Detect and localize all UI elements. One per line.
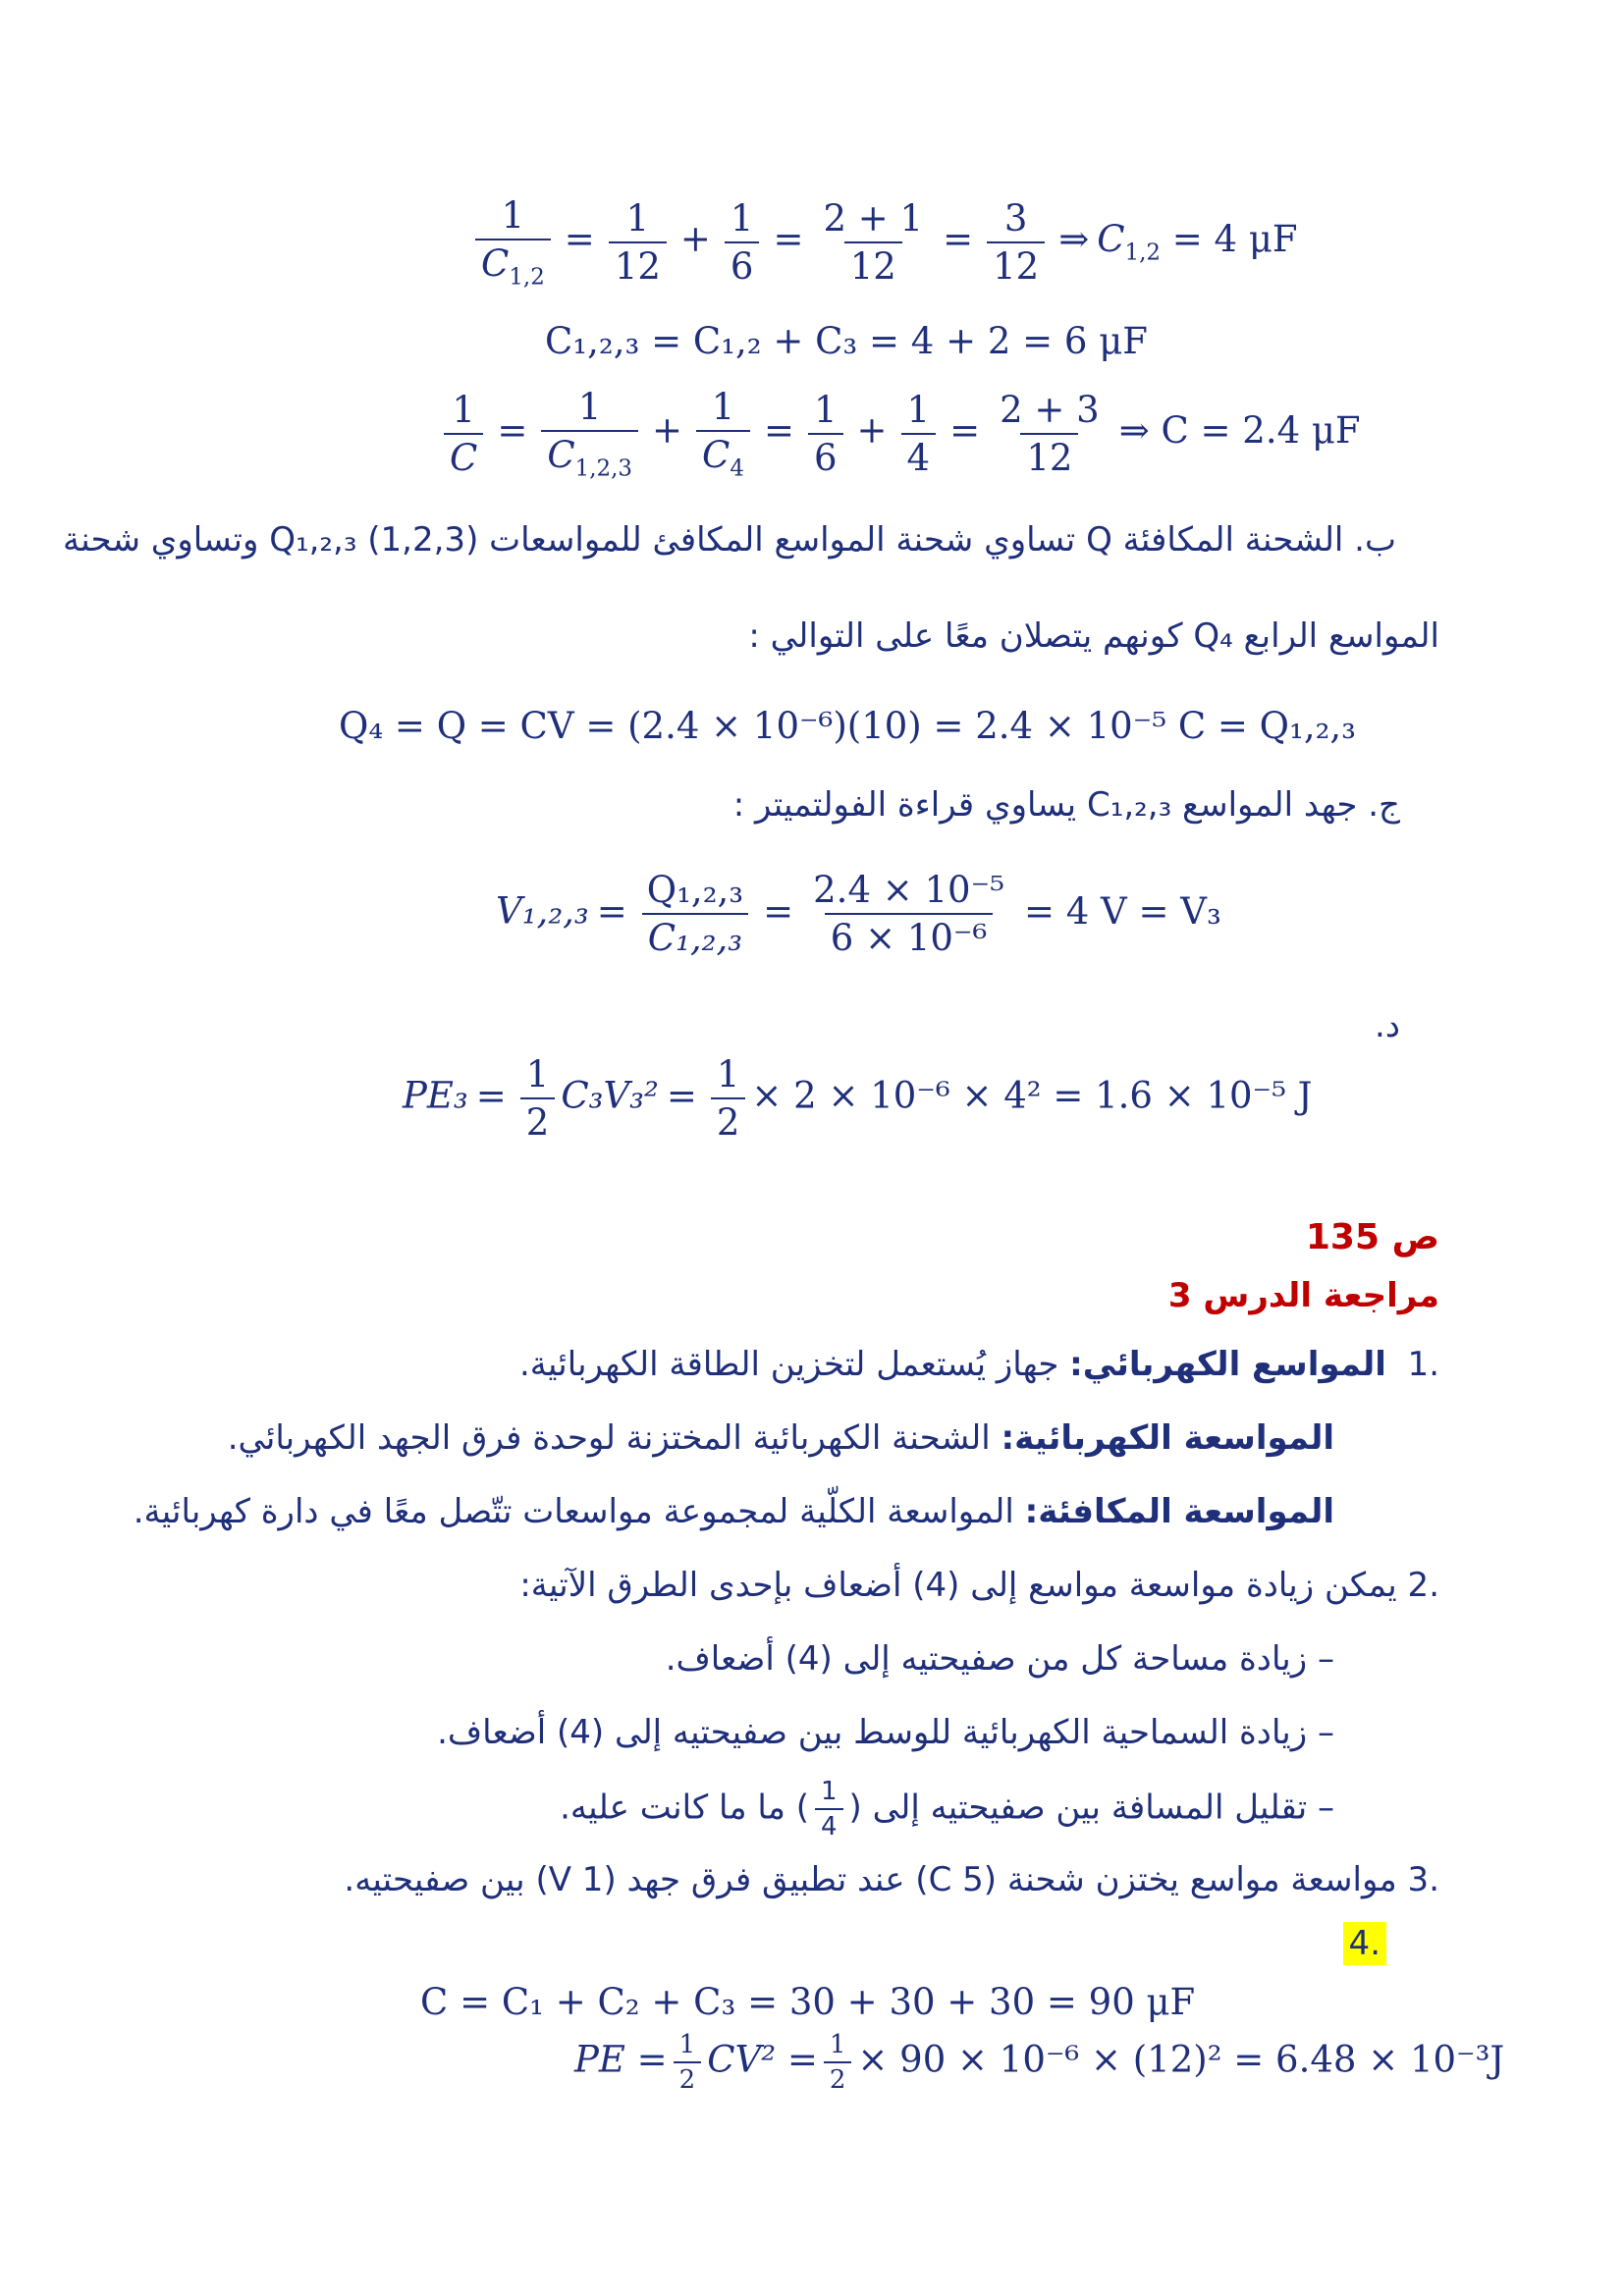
review-item-1b: المواسعة الكهربائية: الشحنة الكهربائية المختزنة لوحدة فرق الجهد الكهربائي. bbox=[227, 1418, 1334, 1458]
equation-pe3: PE₃ = $\frac{1}{2}$ C₃V₃² = $\frac{1}{2}$ × 2 × 10⁻⁶ × 4² = 1.6 × 10⁻⁵ J bbox=[403, 1053, 1313, 1144]
fraction: $\frac{1}{C_{1,2}}$ bbox=[475, 194, 551, 290]
review-item-4 bbox=[1343, 1924, 1386, 1963]
fraction: $\frac{\text{Q₁,₂,₃}}{\text{C₁,₂,₃}}$ bbox=[641, 869, 749, 959]
fraction: $\frac{1}{C_4}$ bbox=[696, 386, 750, 481]
page-reference: ص 135 bbox=[1305, 1217, 1439, 1257]
fraction: $\frac{1}{4}$ bbox=[815, 1777, 843, 1842]
review-item-2a: – زيادة مساحة كل من صفيحتيه إلى (4) أضعاف. bbox=[665, 1639, 1334, 1679]
equation-c123: C₁,₂,₃ = C₁,₂ + C₃ = 4 + 2 = 6 μF bbox=[545, 320, 1148, 362]
part-b-line2: المواسع الرابع Q₄ كونهم يتصلان معًا على التوالي : bbox=[748, 616, 1439, 656]
review-title: مراجعة الدرس 3 bbox=[1167, 1276, 1439, 1315]
part-d-label: د. bbox=[1375, 1006, 1400, 1045]
fraction: $\frac{1}{C}$ bbox=[444, 389, 483, 479]
fraction: $\frac{1}{6}$ bbox=[725, 197, 760, 288]
review-item-1c: المواسعة المكافئة: المواسعة الكلّية لمجموعة مواسعات تتّصل معًا في دارة كهربائية. bbox=[133, 1492, 1334, 1531]
part-b-line1: ب. الشحنة المكافئة Q تساوي شحنة المواسع المكافئ للمواسعات (1,2,3) Q₁,₂,₃ وتساوي شحنة bbox=[63, 520, 1396, 560]
equation-c-parallel: C = C₁ + C₂ + C₃ = 30 + 30 + 30 = 90 μF bbox=[420, 1981, 1196, 2023]
equation-q4: Q₄ = Q = CV = (2.4 × 10⁻⁶)(10) = 2.4 × 10⁻⁵ C = Q₁,₂,₃ bbox=[339, 705, 1357, 747]
fraction: $\frac{1}{2}$ bbox=[824, 2030, 852, 2095]
fraction: $\frac{1}{C_{1,2,3}}$ bbox=[541, 386, 638, 481]
review-item-2b: – زيادة السماحية الكهربائية للوسط بين صفيحتيه إلى (4) أضعاف. bbox=[437, 1713, 1334, 1752]
equation-v123: V₁,₂,₃ = $\frac{\text{Q₁,₂,₃}}{\text{C₁,₂,₃}}$ = $\frac{\text{2.4 × 10⁻⁵}}{\text{6 × 10⁻⁶}}$ = 4 V = V₃ bbox=[496, 869, 1221, 959]
fraction: $\frac{1}{2}$ bbox=[520, 1053, 556, 1144]
review-item-1: .1 المواسع الكهربائي: جهاز يُستعمل لتخزين الطاقة الكهربائية. bbox=[518, 1345, 1439, 1384]
highlight: .4 bbox=[1343, 1922, 1386, 1965]
equation-pe-parallel: PE = $\frac{1}{2}$ CV² = $\frac{1}{2}$ × 90 × 10⁻⁶ × (12)² = 6.48 × 10⁻³J bbox=[574, 2030, 1505, 2095]
review-item-3: .3 مواسعة مواسع يختزن شحنة (5 C) عند تطبيق فرق جهد (1 V) بين صفيحتيه. bbox=[344, 1860, 1439, 1899]
fraction: $\frac{1}{6}$ bbox=[808, 389, 843, 479]
fraction: $\frac{1}{2}$ bbox=[711, 1053, 746, 1144]
review-item-2c: – تقليل المسافة بين صفيحتيه إلى ( $\frac{1}{4}$ ) ما ما كانت عليه. bbox=[560, 1777, 1334, 1842]
equation-c-total: $\frac{1}{C}$ = $\frac{1}{C_{1,2,3}}$ + $\frac{1}{C_4}$ = $\frac{1}{6}$ + $\frac{1}{4}$ = $\frac{2 + 3}{12}$ ⇒ C = 2.4 μF bbox=[438, 386, 1369, 481]
fraction: $\frac{1}{4}$ bbox=[901, 389, 937, 479]
fraction: $\frac{1}{2}$ bbox=[674, 2030, 702, 2095]
fraction: $\frac{2 + 1}{12}$ bbox=[823, 196, 924, 288]
fraction: $\frac{\text{2.4 × 10⁻⁵}}{\text{6 × 10⁻⁶}}$ bbox=[813, 869, 1004, 959]
part-j-line: ج. جهد المواسع C₁,₂,₃ يساوي قراءة الفولتميتر : bbox=[732, 785, 1400, 825]
review-item-2: .2 يمكن زيادة مواسعة مواسع إلى (4) أضعاف بإحدى الطرق الآتية: bbox=[519, 1566, 1439, 1605]
fraction: $\frac{2 + 3}{12}$ bbox=[1000, 388, 1100, 479]
fraction: $\frac{3}{12}$ bbox=[987, 197, 1045, 288]
fraction: $\frac{1}{12}$ bbox=[609, 197, 667, 288]
equation-c12: $\frac{1}{C_{1,2}}$ = $\frac{1}{12}$ + $\frac{1}{6}$ = $\frac{2 + 1}{12}$ = $\frac{3}{12}$ ⇒ $C_{1,2} = 4$ μF bbox=[469, 194, 1298, 290]
